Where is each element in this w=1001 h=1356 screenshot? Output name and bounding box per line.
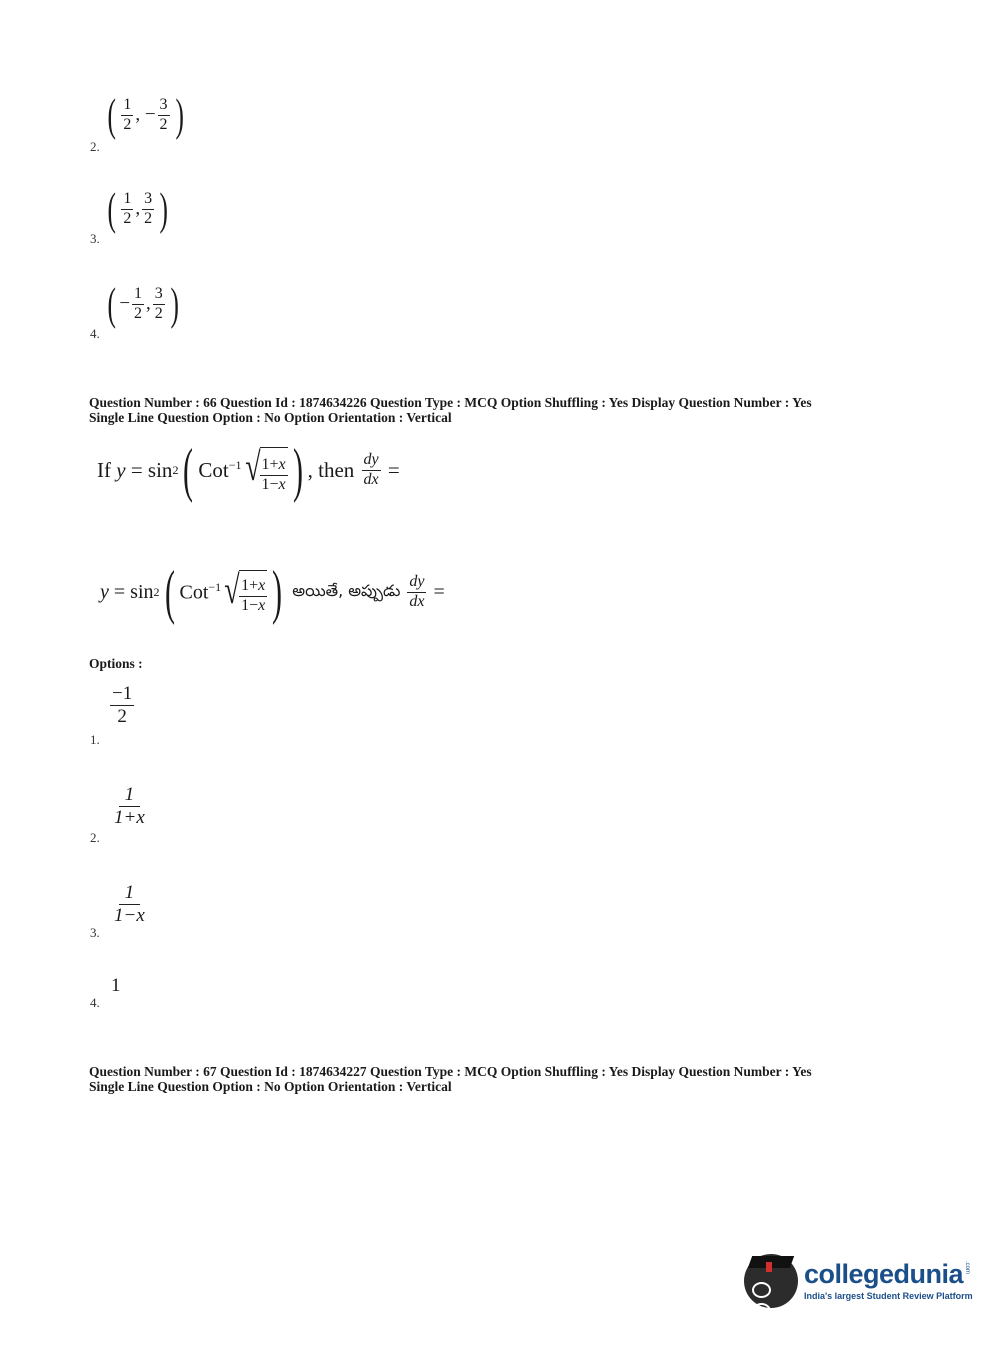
option-number: 4. — [90, 326, 100, 341]
question-then-text: , then — [307, 457, 355, 482]
option-1-numerator: −1 — [112, 683, 133, 704]
question-if-text: If — [97, 457, 111, 482]
option-number: 2. — [90, 139, 100, 154]
collegedunia-logo — [744, 1254, 973, 1308]
question-meta-line1: Question Number : 67 Question Id : 1874634227 Question Type : MCQ Option Shuffling : Yes Display Question Number : Yes — [89, 1064, 812, 1079]
option-3-numerator: 1 — [119, 883, 141, 905]
option-3-denominator: 1−x — [114, 904, 145, 926]
option-math: ( − $\frac{1}{2}$ , $\frac{3}{2}$ ) — [107, 278, 179, 329]
option-3-math — [110, 883, 149, 926]
question-meta-line2: Single Line Question Option : No Option Orientation : Vertical — [89, 1079, 452, 1094]
logo-suffix: .com — [964, 1261, 971, 1275]
option-number: 1. — [90, 732, 100, 747]
option-math: ( $\frac{1}{2}$ , − $\frac{3}{2}$ ) — [107, 89, 184, 140]
logo-name: collegedunia — [804, 1259, 964, 1289]
question-meta-line2: Single Line Question Option : No Option Orientation : Vertical — [89, 410, 452, 425]
option-math: ( $\frac{1}{2}$ , $\frac{3}{2}$ ) — [107, 183, 168, 234]
option-number: 3. — [90, 231, 100, 246]
option-number: 2. — [90, 830, 100, 845]
option-2-numerator: 1 — [119, 785, 141, 807]
option-number: 4. — [90, 995, 100, 1010]
option-4-value: 1 — [111, 975, 121, 996]
question-telugu: y = sin 2 ( Cot$^{-1}$ √ $\frac{1+x}{1-x}$ ) అయితే, అప్పుడు $\frac{dy}{dx}$ = — [100, 559, 445, 625]
options-heading: Options : — [89, 656, 143, 671]
option-1-denominator: 2 — [117, 705, 127, 727]
option-number: 3. — [90, 925, 100, 940]
option-1-math — [108, 684, 136, 727]
option-2-math — [110, 785, 149, 828]
question-english: If y = sin 2 ( Cot$^{-1}$ √ $\frac{1+x}{1-x}$ ) , then $\frac{dy}{dx}$ = — [97, 437, 400, 503]
graduate-mascot-icon — [744, 1254, 798, 1308]
question-telugu-text: అయితే, అప్పుడు — [292, 580, 401, 600]
logo-tagline: India's largest Student Review Platform — [804, 1291, 973, 1301]
option-2-denominator: 1+x — [114, 806, 145, 828]
question-meta-line1: Question Number : 66 Question Id : 1874634226 Question Type : MCQ Option Shuffling : Yes Display Question Number : Yes — [89, 395, 812, 410]
